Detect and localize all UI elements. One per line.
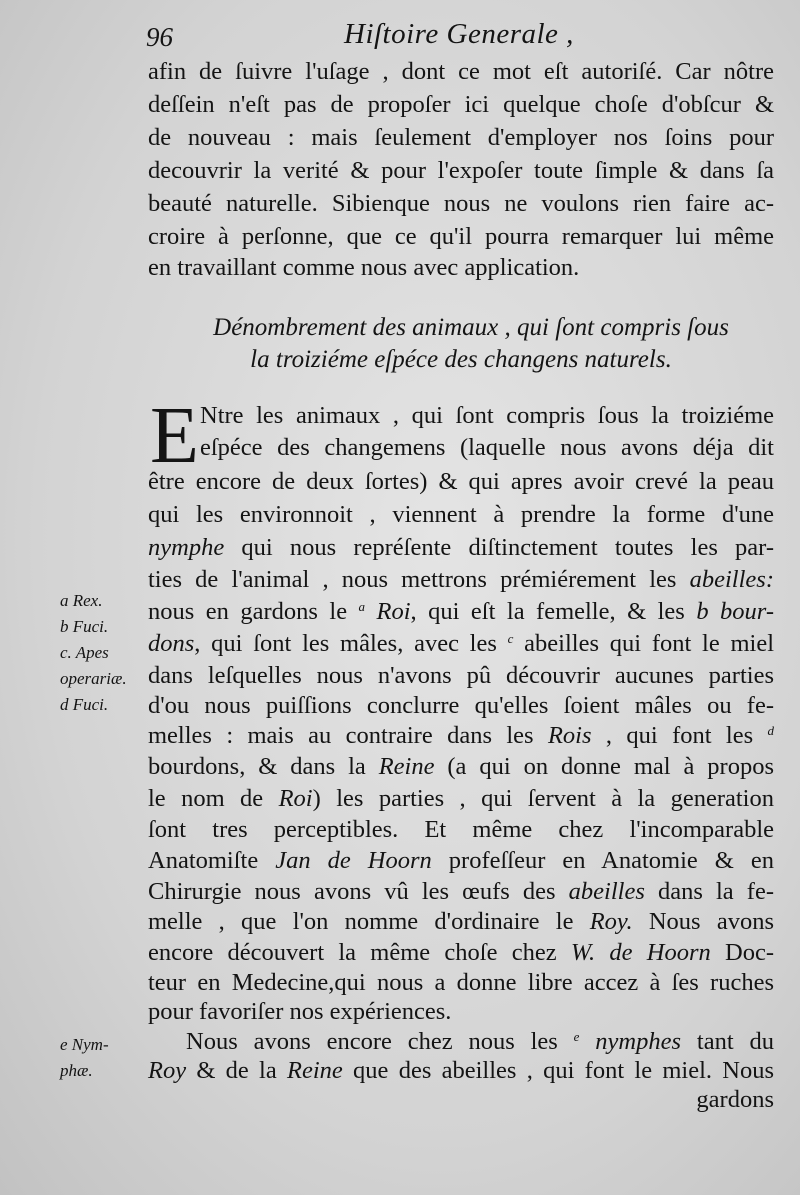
text-span: , qui ſont les mâles, avec les (194, 630, 508, 657)
footnote-marker: c (507, 631, 514, 646)
footnote-marker: e (573, 1029, 580, 1044)
marginal-note: phæ. (60, 1061, 93, 1080)
italic-term: Roi (278, 785, 313, 812)
text-span: bourdons, & dans la (148, 753, 379, 780)
text-span: abeilles qui font le miel (513, 630, 775, 657)
text-span: & de la (186, 1057, 288, 1084)
text-line: deſſein n'eſt pas de propoſer ici quelque choſe d'obſcur & (148, 91, 774, 118)
text-line (148, 720, 774, 752)
italic-term: Jan de Hoorn (275, 847, 432, 874)
text-line (148, 532, 774, 564)
text-span: melles : mais au contraire dans les (148, 722, 548, 749)
text-line (148, 564, 774, 596)
text-span: Anatomiſte (148, 847, 276, 874)
text-span: (a qui on donne mal à propos (434, 753, 774, 780)
text-line: être encore de deux ſortes) & qui apres avoir crevé la peau (148, 468, 774, 495)
italic-term: nymphe (148, 534, 225, 561)
text-span: tant du (681, 1028, 774, 1055)
page-number: 96 (146, 22, 173, 52)
text-span: profeſſeur en Anatomie & en (431, 847, 774, 874)
text-line: de nouveau : mais ſeulement d'employer nos ſoins pour (148, 124, 774, 151)
italic-term: Roi (365, 598, 411, 625)
text-span: qui nous repréſente diſtinctement toutes les par- (224, 534, 774, 561)
marginal-note: e Nym- (60, 1035, 109, 1054)
drop-cap: E (150, 392, 199, 480)
text-span: Chirurgie nous avons vû les œufs des (148, 878, 569, 905)
text-span: melle , que l'on nomme d'ordinaire le (148, 908, 590, 935)
footnote-marker: a (358, 599, 366, 614)
marginal-note: c. Apes (60, 643, 109, 662)
text-span: encore découvert la même choſe chez (148, 939, 571, 966)
text-line (148, 628, 774, 660)
text-line: afin de ſuivre l'uſage , dont ce mot eſt autoriſé. Car nôtre (148, 58, 774, 85)
text-line (148, 937, 774, 969)
text-line: qui les environnoit , viennent à prendre la forme d'une (148, 501, 774, 528)
text-line: teur en Medecine,qui nous a donne libre accez à ſes ruches (148, 969, 774, 996)
text-line: beauté naturelle. Sibienque nous ne voulons rien faire ac- (148, 190, 774, 217)
text-line: d'ou nous puiſſions conclurre qu'elles ſoient mâles ou fe- (148, 692, 774, 719)
text-line: dans leſquelles nous n'avons pû découvrir aucunes parties (148, 662, 774, 689)
italic-term: abeilles (568, 878, 645, 905)
italic-term: abeilles: (689, 566, 774, 593)
marginal-note: d Fuci. (60, 695, 109, 714)
footnote-marker: d (767, 723, 774, 738)
text-line (148, 845, 774, 877)
text-line: croire à perſonne, que ce qu'il pourra remarquer lui même (148, 223, 774, 250)
italic-term: Roy (148, 1057, 187, 1084)
text-line (148, 783, 774, 815)
text-span: , qui font les (591, 722, 768, 749)
text-span: dans la fe- (644, 878, 774, 905)
section-heading-line: Dénombrement des animaux , qui ſont compris ſous (213, 314, 729, 341)
italic-term: Reine (378, 753, 435, 780)
italic-term: W. de Hoorn (570, 939, 711, 966)
text-span: ties de l'animal , nous mettrons prémiérement les (148, 566, 690, 593)
text-line (148, 876, 774, 908)
italic-term: nymphes (579, 1028, 682, 1055)
section-heading-line: la troiziéme eſpéce des changens naturels. (250, 346, 672, 373)
text-line: eſpéce des changemens (laquelle nous avons déja dit (200, 434, 774, 461)
text-span: Nous avons encore chez nous les (186, 1028, 574, 1055)
text-line: ſont tres perceptibles. Et même chez l'incomparable (148, 816, 774, 843)
text-span: Nous avons (632, 908, 774, 935)
italic-term: dons (148, 630, 195, 657)
italic-term: Reine (287, 1057, 343, 1084)
marginal-note: a Rex. (60, 591, 103, 610)
text-span: , qui eſt la femelle, & les (410, 598, 697, 625)
marginal-note: operariæ. (60, 669, 127, 688)
text-line (148, 906, 774, 938)
text-line: en travaillant comme nous avec application. (148, 254, 580, 281)
text-line: pour favoriſer nos expériences. (148, 998, 452, 1025)
text-span: Doc- (710, 939, 775, 966)
text-line: decouvrir la verité & pour l'expoſer toute ſimple & dans ſa (148, 157, 774, 184)
italic-term: Roy. (589, 908, 633, 935)
running-head (0, 14, 800, 58)
catchword: gardons (696, 1086, 774, 1113)
text-span: le nom de (148, 785, 279, 812)
text-span: ) les parties , qui ſervent à la generation (312, 785, 774, 812)
text-line (148, 596, 774, 628)
text-line: Ntre les animaux , qui ſont compris ſous la troiziéme (200, 402, 774, 429)
italic-term: b bour- (696, 598, 774, 625)
text-span: nous en gardons le (148, 598, 359, 625)
text-line (148, 751, 774, 783)
italic-term: Rois (547, 722, 592, 749)
running-title: Hiſtoire Generale , (344, 18, 574, 50)
text-line (148, 1055, 774, 1087)
marginal-note: b Fuci. (60, 617, 109, 636)
text-line (148, 1026, 774, 1058)
text-span: que des abeilles , qui font le miel. Nous (342, 1057, 774, 1084)
